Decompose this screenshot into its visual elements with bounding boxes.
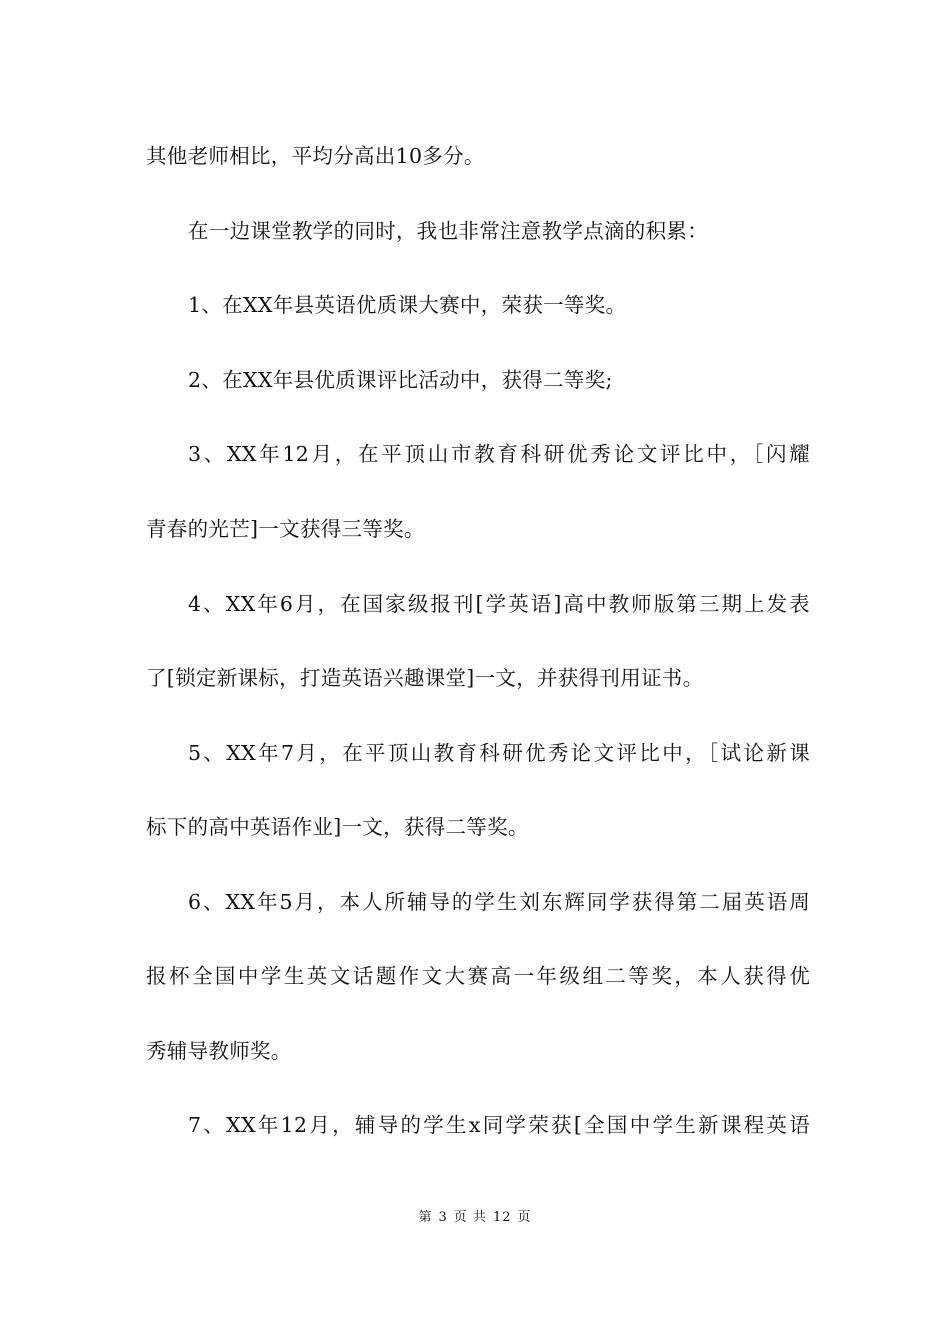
text-line-8: 了[锁定新课标，打造英语兴趣课堂]一文，并获得刊用证书。 [146, 666, 704, 690]
footer-suffix: 页 [517, 1210, 532, 1225]
text-line-14: 7、XX年12月，辅导的学生x同学荣获[全国中学生新课程英语 [188, 1113, 810, 1137]
text-line-11: 6、XX年5月，本人所辅导的学生刘东辉同学获得第二届英语周 [188, 890, 810, 914]
text-line-13: 秀辅导教师奖。 [146, 1039, 292, 1063]
text-line-7: 4、XX年6月，在国家级报刊[学英语]高中教师版第三期上发表 [188, 592, 810, 616]
text-line-1: 其他老师相比，平均分高出10多分。 [146, 144, 485, 168]
text-line-3: 1、在XX年县英语优质课大赛中，荣获一等奖。 [188, 293, 627, 317]
text-line-2: 在一边课堂教学的同时，我也非常注意教学点滴的积累： [188, 219, 708, 243]
footer-middle: 页 共 [453, 1210, 487, 1225]
footer-prefix: 第 [418, 1210, 433, 1225]
text-line-9: 5、XX年7月，在平顶山教育科研优秀论文评比中，［试论新课 [188, 741, 810, 765]
text-line-4: 2、在XX年县优质课评比活动中，获得二等奖; [188, 368, 613, 392]
text-line-6: 青春的光芒]一文获得三等奖。 [146, 517, 425, 541]
footer-total-pages: 12 [492, 1210, 512, 1225]
footer-current-page: 3 [438, 1210, 448, 1225]
text-line-5: 3、XX年12月，在平顶山市教育科研优秀论文评比中，［闪耀 [188, 442, 810, 466]
page-footer [0, 1208, 950, 1228]
text-line-12: 报杯全国中学生英文话题作文大赛高一年级组二等奖，本人获得优 [146, 964, 810, 988]
text-line-10: 标下的高中英语作业]一文，获得二等奖。 [146, 815, 529, 839]
